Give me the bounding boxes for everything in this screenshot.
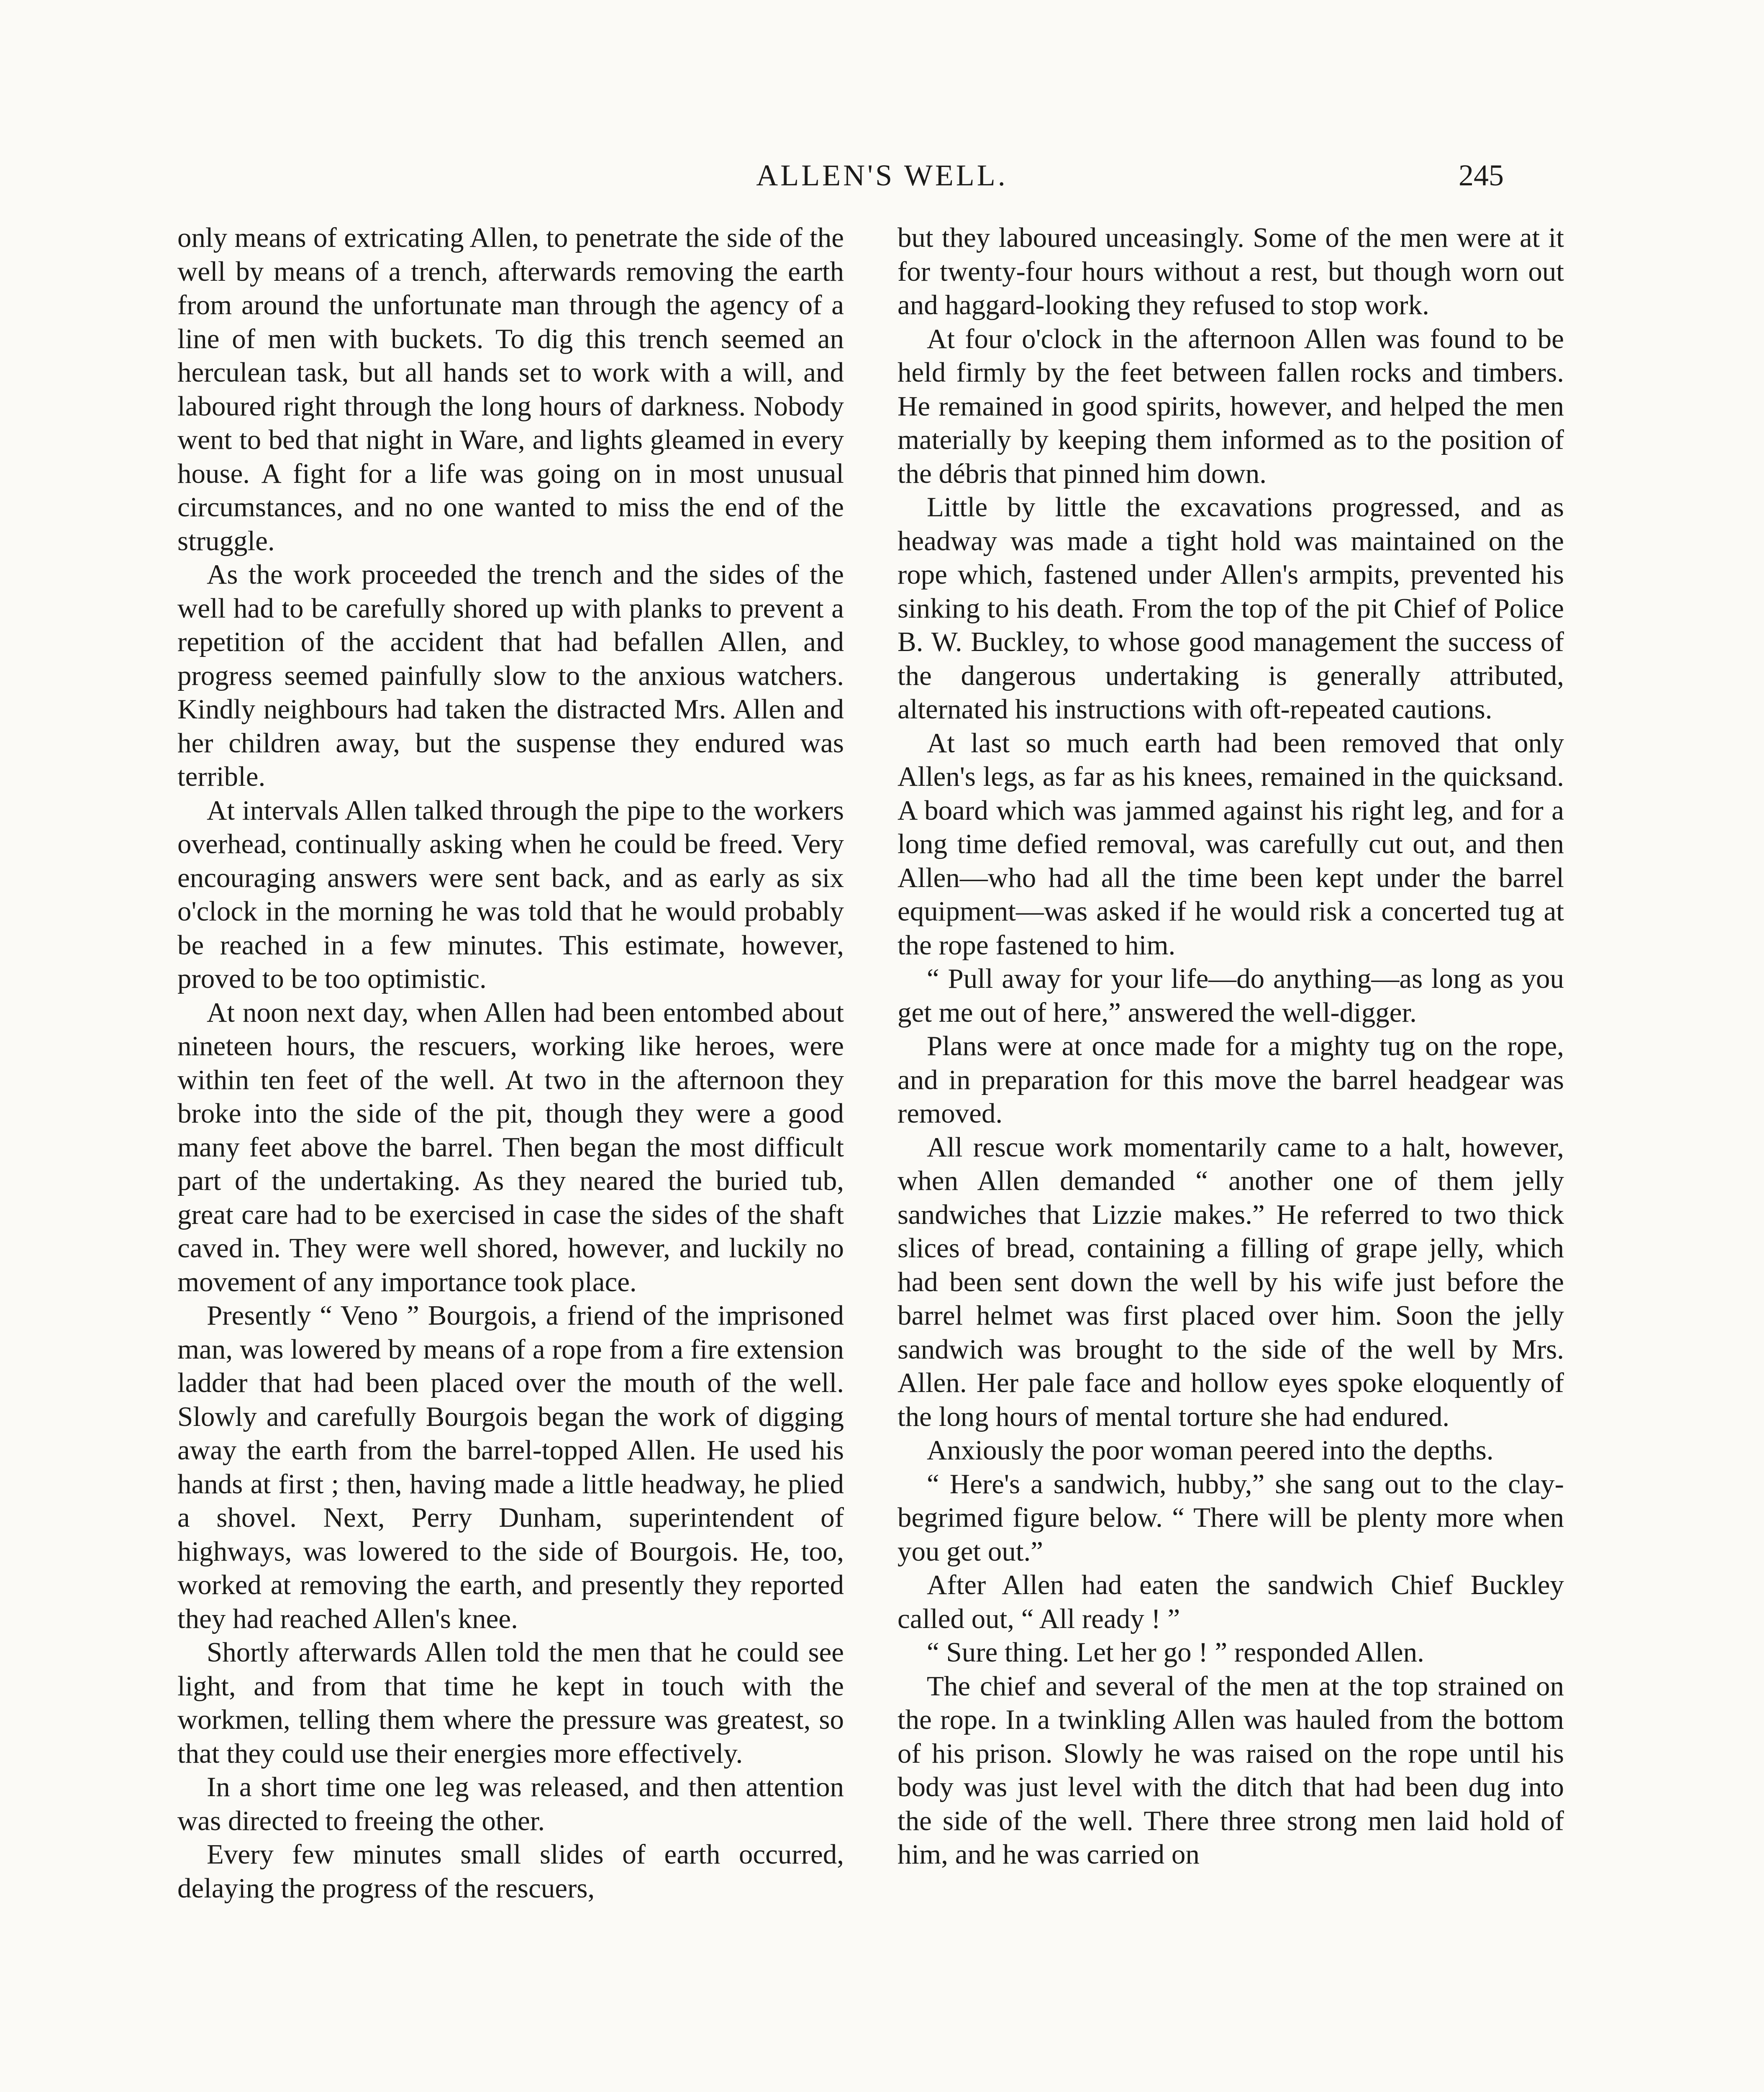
paragraph: “ Sure thing. Let her go ! ” responded Allen.: [927, 1637, 1424, 1668]
paragraph: Every few minutes small slides of earth occurred, delaying the progress of the rescuers,: [177, 1839, 844, 1904]
running-head: ALLEN'S WELL.: [756, 159, 1008, 192]
paragraph: only means of extricating Allen, to penetrate the side of the well by means of a trench, afterwards removing the earth from around the unfortunate man through the agency of a line of men with buckets. To dig this trench seemed an herculean task, but all hands set to work with a will, and laboured right through the long hours of darkness. Nobody went to bed that night in Ware, and lights gleamed in every house. A fight for a life was going on in most unusual circumstances, and no one wanted to miss the end of the struggle.: [177, 222, 844, 556]
paragraph: but they laboured unceasingly. Some of the men were at it for twenty-four hours without a rest, but though worn out and haggard-looking they refused to stop work.: [897, 222, 1564, 320]
paragraph: Shortly afterwards Allen told the men that he could see light, and from that time he kept in touch with the workmen, telling them where the pressure was greatest, so that they could use their energies more effectively.: [177, 1637, 844, 1769]
paragraph: “ Here's a sandwich, hubby,” she sang out to the clay-begrimed figure below. “ There will be plenty more when you get out.”: [897, 1468, 1564, 1567]
paragraph: At noon next day, when Allen had been entombed about nineteen hours, the rescuers, working like heroes, were within ten feet of the well. At two in the afternoon they broke into the side of the pit, though they were a good many feet above the barrel. Then began the most difficult part of the undertaking. As they neared the buried tub, great care had to be exercised in case the sides of the shaft caved in. They were well shored, however, and luckily no movement of any importance took place.: [177, 997, 844, 1297]
paragraph: At four o'clock in the afternoon Allen was found to be held firmly by the feet between fallen rocks and timbers. He remained in good spirits, however, and helped the men materially by keeping them informed as to the position of the débris that pinned him down.: [897, 323, 1564, 489]
paragraph: Plans were at once made for a mighty tug on the rope, and in preparation for this move the barrel headgear was removed.: [897, 1031, 1564, 1129]
paragraph: At last so much earth had been removed that only Allen's legs, as far as his knees, remained in the quicksand. A board which was jammed against his right leg, and for a long time defied removal, was carefully cut out, and then Allen—who had all the time been kept under the barrel equipment—was asked if he would risk a concerted tug at the rope fastened to him.: [897, 727, 1564, 961]
paragraph: “ Pull away for your life—do anything—as long as you get me out of here,” answered the well-digger.: [897, 963, 1564, 1028]
paragraph: After Allen had eaten the sandwich Chief Buckley called out, “ All ready ! ”: [897, 1569, 1564, 1634]
paragraph: As the work proceeded the trench and the sides of the well had to be carefully shored up with planks to prevent a repetition of the accident that had befallen Allen, and progress seemed painfully slow to the anxious watchers. Kindly neighbours had taken the distracted Mrs. Allen and her children away, but the suspense they endured was terrible.: [177, 559, 844, 792]
paragraph: All rescue work momentarily came to a halt, however, when Allen demanded “ another one of them jelly sandwiches that Lizzie makes.” He referred to two thick slices of bread, containing a filling of grape jelly, which had been sent down the well by his wife just before the barrel helmet was first placed over him. Soon the jelly sandwich was brought to the side of the well by Mrs. Allen. Her pale face and hollow eyes spoke eloquently of the long hours of mental torture she had endured.: [897, 1131, 1564, 1432]
paragraph: Anxiously the poor woman peered into the depths.: [927, 1435, 1494, 1466]
right-column: [897, 221, 1564, 1872]
paragraph: In a short time one leg was released, and then attention was directed to freeing the other.: [177, 1772, 844, 1836]
paragraph: Presently “ Veno ” Bourgois, a friend of the imprisoned man, was lowered by means of a rope from a fire extension ladder that had been placed over the mouth of the well. Slowly and carefully Bourgois began the work of digging away the earth from the barrel-topped Allen. He used his hands at first ; then, having made a little headway, he plied a shovel. Next, Perry Dunham, superintendent of highways, was lowered to the side of Bourgois. He, too, worked at removing the earth, and presently they reported they had reached Allen's knee.: [177, 1300, 844, 1634]
paragraph: Little by little the excavations progressed, and as headway was made a tight hold was maintained on the rope which, fastened under Allen's armpits, prevented his sinking to his death. From the top of the pit Chief of Police B. W. Buckley, to whose good management the success of the dangerous undertaking is generally attributed, alternated his instructions with oft-repeated cautions.: [897, 492, 1564, 725]
paragraph: At intervals Allen talked through the pipe to the workers overhead, continually asking when he could be freed. Very encouraging answers were sent back, and as early as six o'clock in the morning he was told that he would probably be reached in a few minutes. This estimate, however, proved to be too optimistic.: [177, 795, 844, 994]
left-column: [177, 221, 844, 1905]
page-number: 245: [1459, 159, 1504, 192]
paragraph: The chief and several of the men at the top strained on the rope. In a twinkling Allen was hauled from the bottom of his prison. Slowly he was raised on the rope until his body was just level with the ditch that had been dug into the side of the well. There three strong men laid hold of him, and he was carried on: [897, 1670, 1564, 1870]
